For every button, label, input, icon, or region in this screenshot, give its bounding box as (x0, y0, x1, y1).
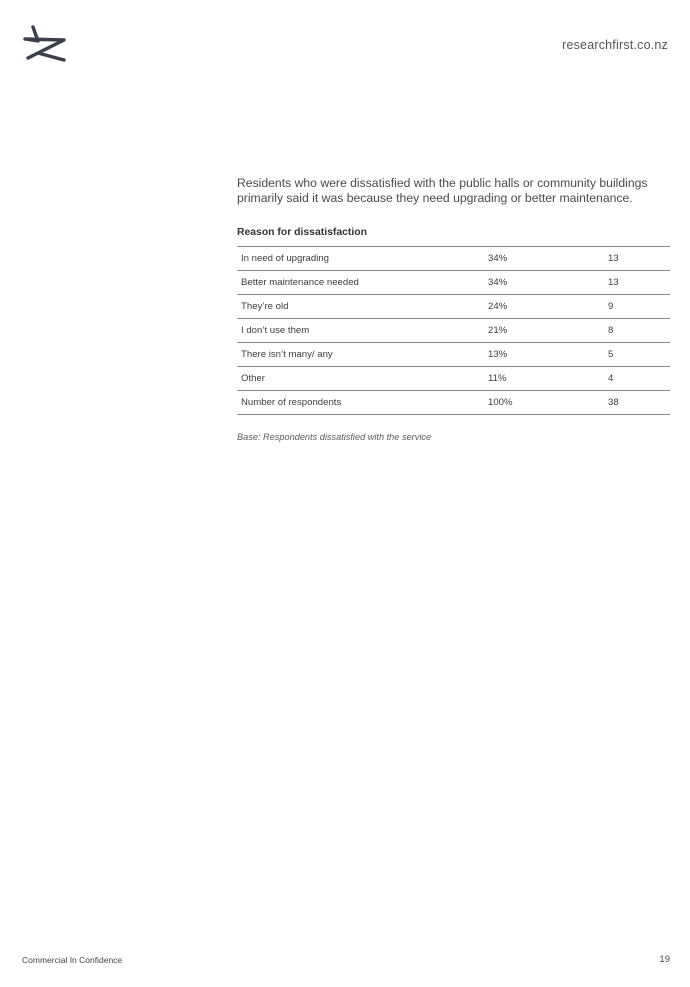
row-percent: 21% (488, 319, 608, 343)
table-title: Reason for dissatisfaction (237, 227, 367, 238)
row-percent: 11% (488, 367, 608, 391)
row-count: 5 (608, 343, 670, 367)
row-count: 38 (608, 391, 670, 415)
table-row (237, 343, 670, 367)
confidentiality-notice: Commercial In Confidence (22, 955, 123, 965)
table-row (237, 295, 670, 319)
main-content (237, 176, 670, 442)
row-count: 13 (608, 271, 670, 295)
row-label: Number of respondents (237, 391, 488, 415)
dissatisfaction-table (237, 246, 670, 415)
research-first-logo-icon (20, 24, 68, 64)
row-percent: 34% (488, 271, 608, 295)
table-row (237, 319, 670, 343)
base-note: Base: Respondents dissatisfied with the service (237, 432, 432, 442)
row-percent: 24% (488, 295, 608, 319)
table-row (237, 247, 670, 271)
row-label: In need of upgrading (237, 247, 488, 271)
row-count: 4 (608, 367, 670, 391)
row-count: 13 (608, 247, 670, 271)
row-label: I don’t use them (237, 319, 488, 343)
row-percent: 100% (488, 391, 608, 415)
table-row-total (237, 391, 670, 415)
row-label: There isn’t many/ any (237, 343, 488, 367)
table-row (237, 367, 670, 391)
website-url: researchfirst.co.nz (562, 38, 668, 52)
row-count: 8 (608, 319, 670, 343)
table-row (237, 271, 670, 295)
page-number: 19 (659, 954, 670, 965)
row-label: They’re old (237, 295, 488, 319)
row-label: Better maintenance needed (237, 271, 488, 295)
row-label: Other (237, 367, 488, 391)
intro-paragraph: Residents who were dissatisfied with the public halls or community buildings primarily said it was because they need upgrading or better maintenance. (237, 176, 648, 205)
row-percent: 34% (488, 247, 608, 271)
row-count: 9 (608, 295, 670, 319)
row-percent: 13% (488, 343, 608, 367)
